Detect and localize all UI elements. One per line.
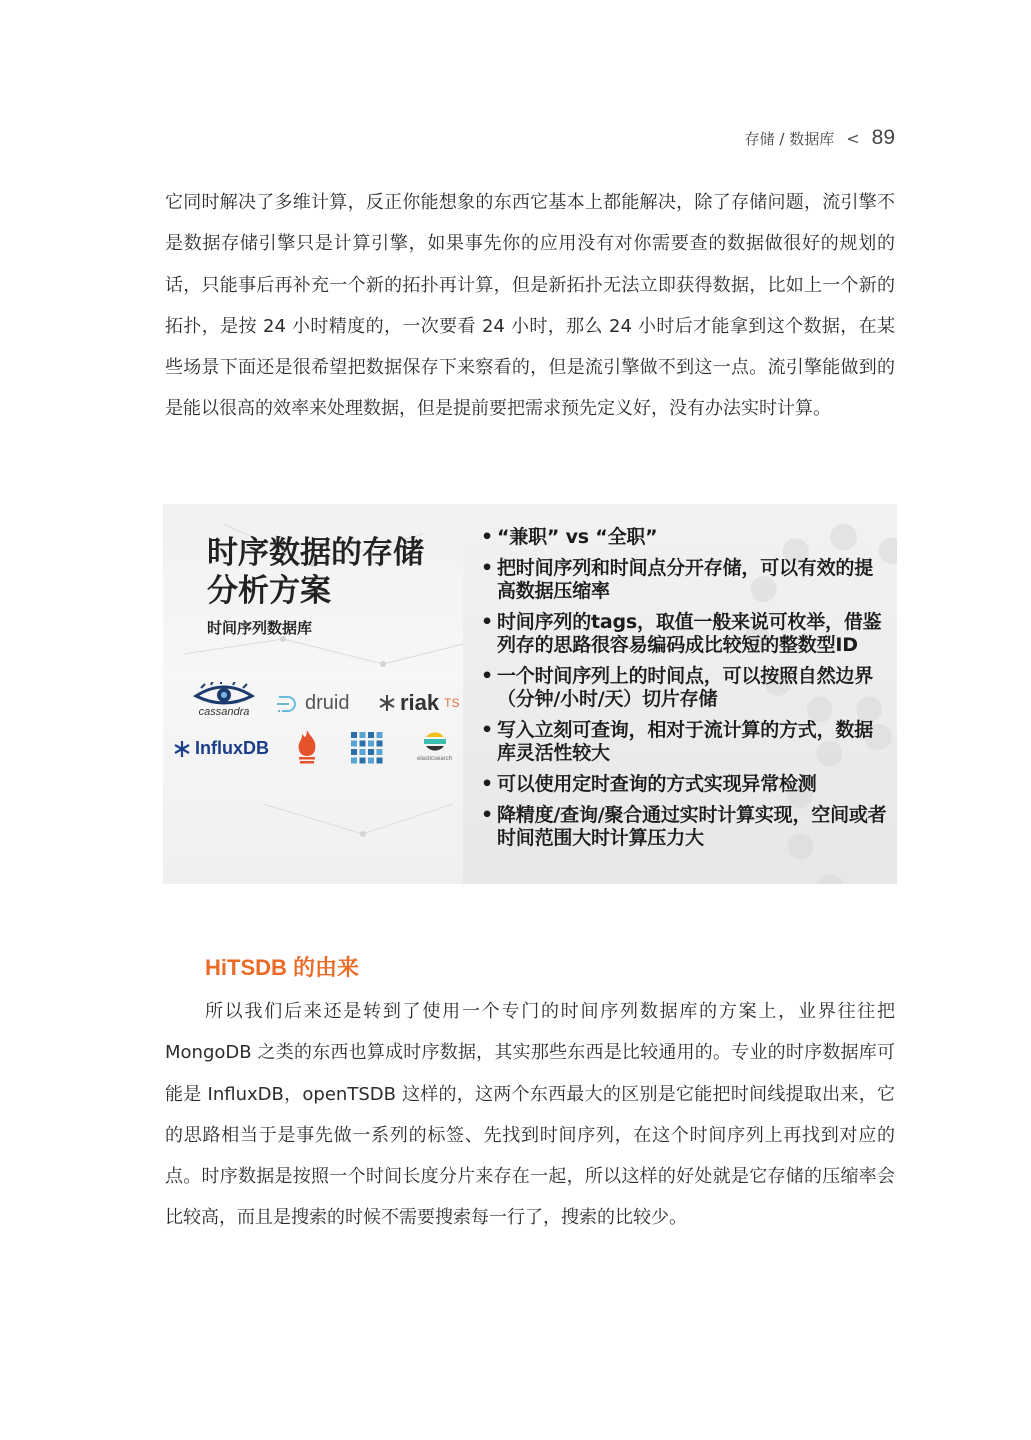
prometheus-logo [293,728,321,764]
elastic-icon [421,728,449,756]
slide-title-line-2: 分析方案 [207,573,331,609]
page-number: 89 [871,126,895,149]
slide-subtitle: 时间序列数据库 [207,619,313,637]
slide-bullet: • 降精度/查询/聚合通过实时计算实现，空间或者时间范围大时计算压力大 [481,804,891,850]
elasticsearch-label: elasticsearch [417,756,453,762]
eye-icon [193,682,255,708]
slide-title [207,534,424,610]
riak-ts-logo [378,690,460,716]
slide-bullet: • 一个时间序列上的时间点，可以按照自然边界（分钟/小时/天）切片存储 [481,665,891,711]
influxdb-label: InfluxDB [195,738,269,758]
slide-bullet-list [481,526,891,858]
druid-logo [275,692,349,715]
grid-logo [351,732,383,764]
slide-left-panel [163,504,473,884]
slide-title-line-1: 时序数据的存储 [207,535,424,571]
druid-label: druid [305,692,350,714]
section-heading: HiTSDB 的由来 [205,955,360,980]
slide-bullet: • 把时间序列和时间点分开存储，可以有效的提高数据压缩率 [481,557,891,603]
cassandra-label: cassandra [198,706,250,718]
grid-icon [351,732,383,764]
slide-bullet: • 时间序列的tags，取值一般来说可枚举，借鉴列存的思路很容易编码成比较短的整数型ID [481,611,891,657]
cassandra-logo [193,682,255,718]
riak-asterisk-icon [378,694,396,712]
influxdb-logo [173,738,269,759]
slide-bullet: • 可以使用定时查询的方式实现异常检测 [481,773,891,796]
body-paragraph-2: 所以我们后来还是转到了使用一个专门的时间序列数据库的方案上，业界往往把 MongoDB 之类的东西也算成时序数据，其实那些东西是比较通用的。专业的时序数据库可能是 InfluxDB，openTSDB 这样的，这两个东西最大的区别是它能把时间线提取出来，它的思路相当于是事先做一系列的标签、先找到时间序列，在这个时间序列上再找到对应的点。时序数据是按照一个时间长度分片来存在一起，所以这样的好处就是它存储的压缩率会比较高，而且是搜索的时候不需要搜索每一行了，搜索的比较少。 [165,1001,895,1229]
slide-bullet: • 写入立刻可查询，相对于流计算的方式，数据库灵活性较大 [481,719,891,765]
flame-icon [293,728,321,764]
riak-ts-label: TS [444,696,460,710]
header-separator: < [846,129,860,148]
riak-label: riak [400,690,440,715]
influx-snowflake-icon [173,740,191,758]
body-paragraph-1: 它同时解决了多维计算，反正你能想象的东西它基本上都能解决，除了存储问题，流引擎不是数据存储引擎只是计算引擎，如果事先你的应用没有对你需要查的数据做很好的规划的话，只能事后再补充一个新的拓扑再计算，但是新拓扑无法立即获得数据，比如上一个新的拓扑，是按 24 小时精度的，一次要看 24 小时，那么 24 小时后才能拿到这个数据，在某些场景下面还是很希望把数据保存下来察看的，但是流引擎做不到这一点。流引擎能做到的是能以很高的效率来处理数据，但是提前要把需求预先定义好，没有办法实时计算。 [165,192,895,420]
elasticsearch-logo [417,728,452,762]
slide-figure [163,504,897,884]
slide-bullet: • “兼职” vs “全职” [481,526,891,549]
header-section: 存储 / 数据库 [744,130,835,148]
page-header [745,126,895,150]
druid-icon [275,694,301,714]
